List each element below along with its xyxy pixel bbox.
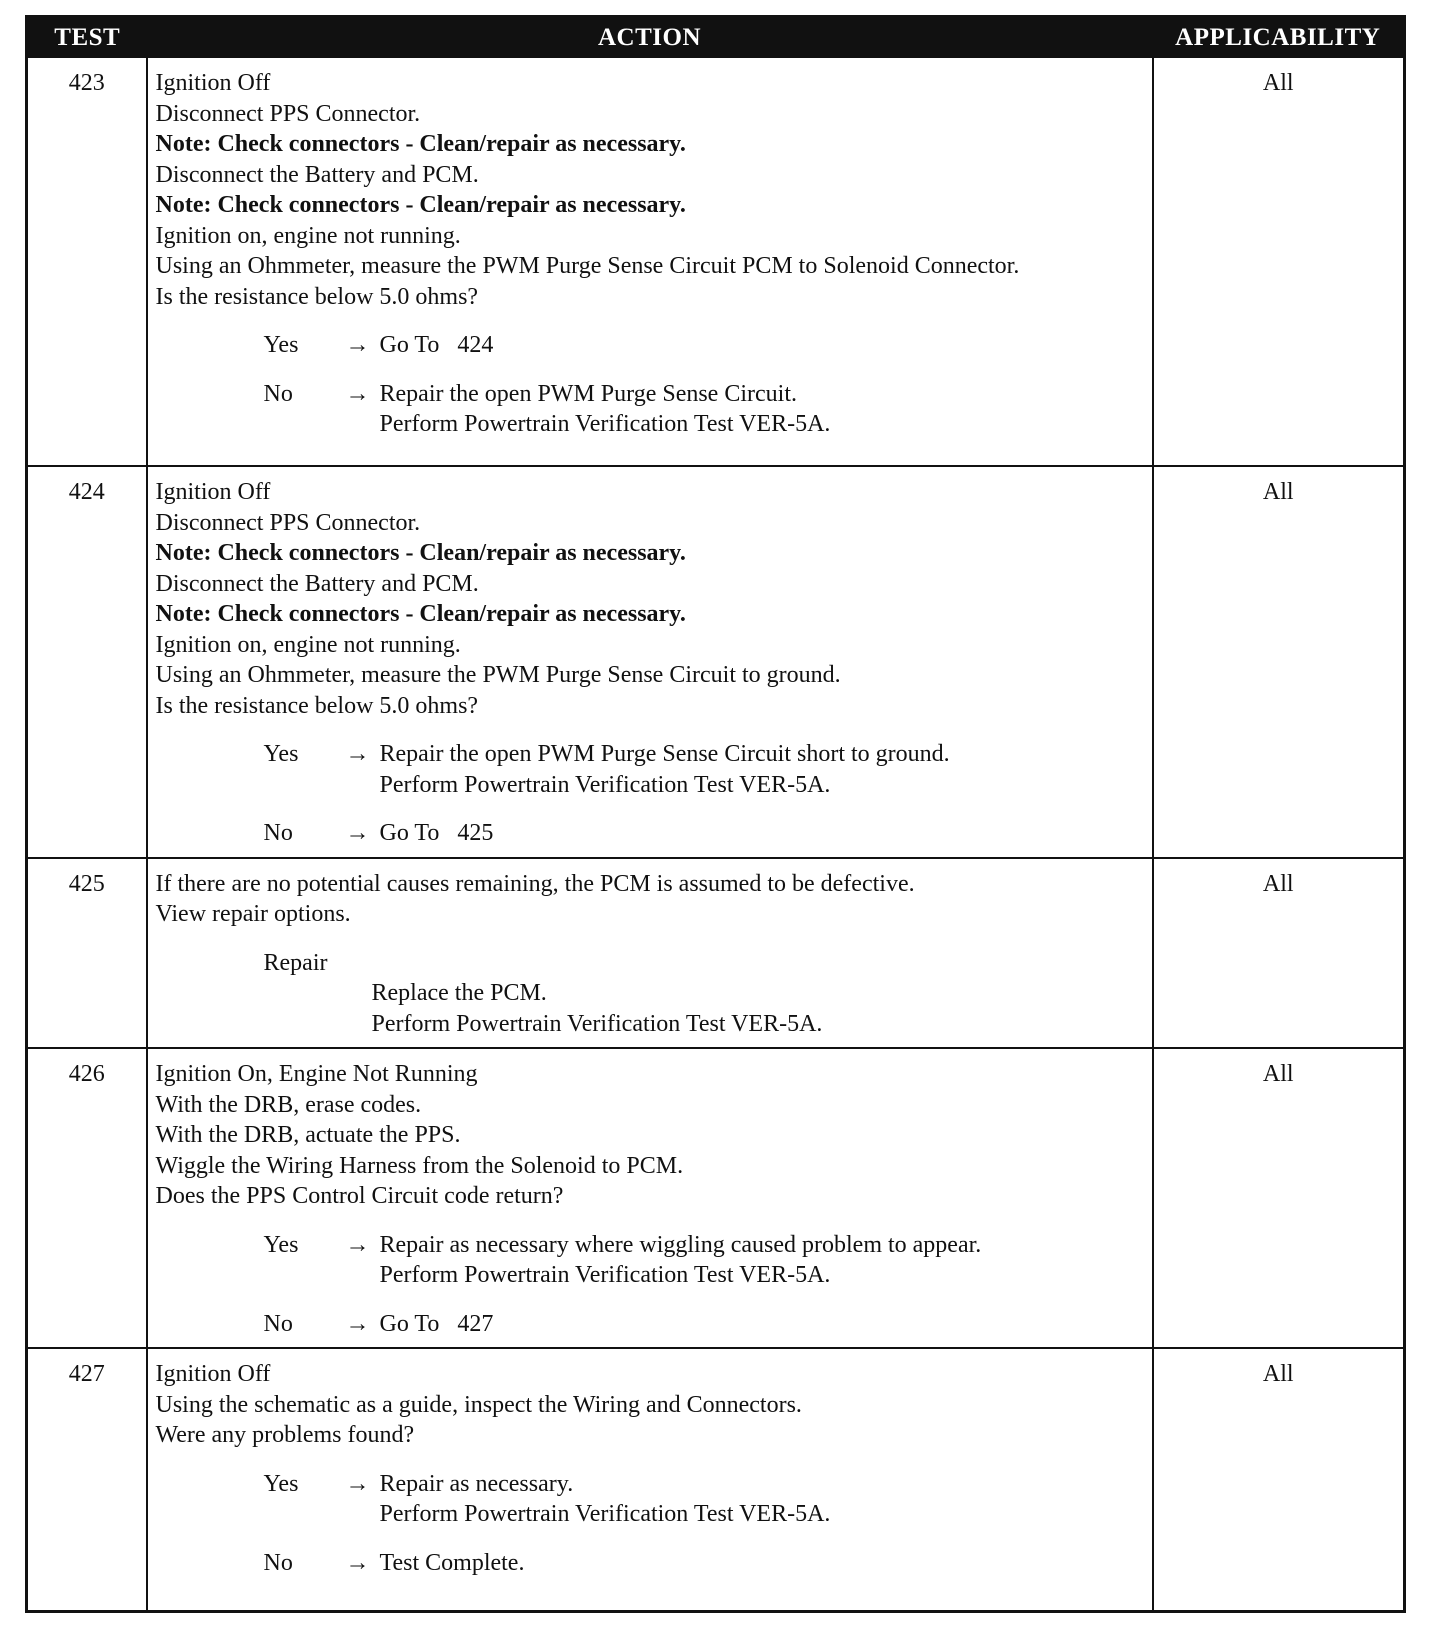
- branch-line: Repair the open PWM Purge Sense Circuit short to ground.: [379, 741, 950, 767]
- arrow-right-icon: →: [345, 1470, 370, 1497]
- arrow-right-icon: →: [345, 820, 370, 846]
- arrow-right-icon: →: [345, 741, 370, 767]
- branch-no: [264, 1548, 1144, 1579]
- branch-line: Perform Powertrain Verification Test VER-5A.: [379, 1501, 831, 1527]
- branch-yes: [264, 1469, 1144, 1530]
- repair-line: Perform Powertrain Verification Test VER-5A.: [371, 1010, 823, 1037]
- table-row: [27, 58, 1405, 466]
- branch-list: [156, 739, 1144, 849]
- repair-lines: [372, 978, 1144, 1039]
- branch-text: [380, 1469, 831, 1530]
- action-cell: [147, 1048, 1153, 1348]
- action-cell: [147, 58, 1153, 466]
- step-line: Using an Ohmmeter, measure the PWM Purge Sense Circuit PCM to Solenoid Connector.: [155, 253, 1020, 279]
- step-line: With the DRB, erase codes.: [155, 1091, 422, 1118]
- step-line: Ignition on, engine not running.: [155, 222, 461, 249]
- applicability-value: All: [1153, 466, 1405, 858]
- step-line: If there are no potential causes remaining, the PCM is assumed to be defective.: [155, 870, 915, 897]
- step-line: Disconnect PPS Connector.: [155, 509, 421, 536]
- step-line: Ignition Off: [155, 1361, 271, 1387]
- step-line: Using the schematic as a guide, inspect the Wiring and Connectors.: [155, 1391, 802, 1418]
- applicability-value: All: [1153, 1348, 1405, 1612]
- note-line: Note: Check connectors - Clean/repair as necessary.: [155, 192, 686, 218]
- branch-text: [380, 1230, 982, 1291]
- branch-label: No: [263, 1549, 293, 1576]
- step-line: Using an Ohmmeter, measure the PWM Purge Sense Circuit to ground.: [155, 662, 841, 688]
- arrow-right-icon: →: [345, 1310, 370, 1337]
- branch-yes: [264, 330, 1144, 361]
- branch-no: [264, 1309, 1144, 1340]
- branch-yes: [264, 739, 1144, 800]
- step-line: Is the resistance below 5.0 ohms?: [155, 283, 479, 310]
- branch-label: Yes: [263, 1470, 299, 1497]
- branch-line: Perform Powertrain Verification Test VER-5A.: [379, 411, 831, 437]
- table-row: [27, 1348, 1405, 1612]
- applicability-value: All: [1153, 858, 1405, 1049]
- test-number: 427: [27, 1348, 147, 1612]
- test-number: 426: [27, 1048, 147, 1348]
- branch-label: No: [263, 380, 293, 407]
- step-line: Were any problems found?: [155, 1422, 415, 1448]
- note-line: Note: Check connectors - Clean/repair as necessary.: [155, 540, 686, 566]
- step-line: Is the resistance below 5.0 ohms?: [155, 692, 479, 719]
- step-line: Disconnect the Battery and PCM.: [155, 570, 479, 597]
- branch-label: Yes: [263, 741, 299, 767]
- note-line: Note: Check connectors - Clean/repair as necessary.: [155, 131, 686, 157]
- branch-no: [264, 379, 1144, 440]
- branch-text: [380, 818, 494, 849]
- step-line: View repair options.: [155, 901, 351, 927]
- branch-line: Perform Powertrain Verification Test VER-5A.: [379, 771, 831, 798]
- branch-list: [156, 1469, 1144, 1579]
- branch-text: [380, 739, 950, 800]
- diagnostic-table: [25, 15, 1406, 1613]
- repair-line: Replace the PCM.: [371, 980, 547, 1006]
- note-line: Note: Check connectors - Clean/repair as necessary.: [155, 601, 686, 627]
- test-number: 425: [27, 858, 147, 1049]
- step-line: Does the PPS Control Circuit code return?: [155, 1183, 564, 1209]
- step-line: Disconnect the Battery and PCM.: [155, 161, 479, 188]
- branch-label: No: [263, 1310, 293, 1337]
- branch-line: Repair the open PWM Purge Sense Circuit.: [379, 380, 797, 407]
- step-line: Ignition Off: [155, 70, 271, 96]
- branch-line: Go To 424: [379, 332, 494, 358]
- repair-label: Repair: [263, 949, 328, 976]
- table-header: [27, 17, 1405, 59]
- branch-text: [380, 379, 831, 440]
- test-number: 424: [27, 466, 147, 858]
- step-line: Wiggle the Wiring Harness from the Solenoid to PCM.: [155, 1152, 684, 1179]
- branch-label: No: [263, 820, 293, 846]
- table-row: [27, 466, 1405, 858]
- step-line: Disconnect PPS Connector.: [155, 100, 421, 127]
- step-line: Ignition On, Engine Not Running: [155, 1061, 478, 1087]
- step-line: Ignition Off: [155, 479, 271, 505]
- applicability-value: All: [1153, 58, 1405, 466]
- branch-text: [380, 1548, 525, 1579]
- header-row: [27, 17, 1405, 59]
- branch-list: [156, 330, 1144, 440]
- arrow-right-icon: →: [345, 1231, 370, 1258]
- branch-line: Perform Powertrain Verification Test VER-5A.: [379, 1262, 831, 1288]
- branch-line: Go To 425: [379, 820, 494, 846]
- header-test: TEST: [27, 17, 147, 59]
- header-applicability: APPLICABILITY: [1153, 17, 1405, 59]
- branch-line: Test Complete.: [379, 1549, 525, 1576]
- action-cell: [147, 858, 1153, 1049]
- branch-no: [264, 818, 1144, 849]
- branch-line: Repair as necessary.: [379, 1470, 574, 1497]
- header-action: ACTION: [147, 17, 1153, 59]
- repair-block: [264, 948, 1144, 1040]
- arrow-right-icon: →: [345, 332, 370, 358]
- step-line: With the DRB, actuate the PPS.: [155, 1122, 461, 1148]
- branch-line: Repair as necessary where wiggling caused problem to appear.: [379, 1231, 982, 1258]
- branch-label: Yes: [263, 1231, 299, 1258]
- branch-yes: [264, 1230, 1144, 1291]
- action-cell: [147, 466, 1153, 858]
- branch-text: [380, 1309, 494, 1340]
- step-line: Ignition on, engine not running.: [155, 631, 461, 658]
- action-cell: [147, 1348, 1153, 1612]
- branch-text: [380, 330, 494, 361]
- branch-list: [156, 1230, 1144, 1340]
- table-body: [27, 58, 1405, 1612]
- branch-line: Go To 427: [379, 1310, 494, 1337]
- applicability-value: All: [1153, 1048, 1405, 1348]
- branch-label: Yes: [263, 332, 299, 358]
- test-number: 423: [27, 58, 147, 466]
- arrow-right-icon: →: [345, 1549, 370, 1576]
- table-row: [27, 1048, 1405, 1348]
- table-row: [27, 858, 1405, 1049]
- arrow-right-icon: →: [345, 380, 370, 407]
